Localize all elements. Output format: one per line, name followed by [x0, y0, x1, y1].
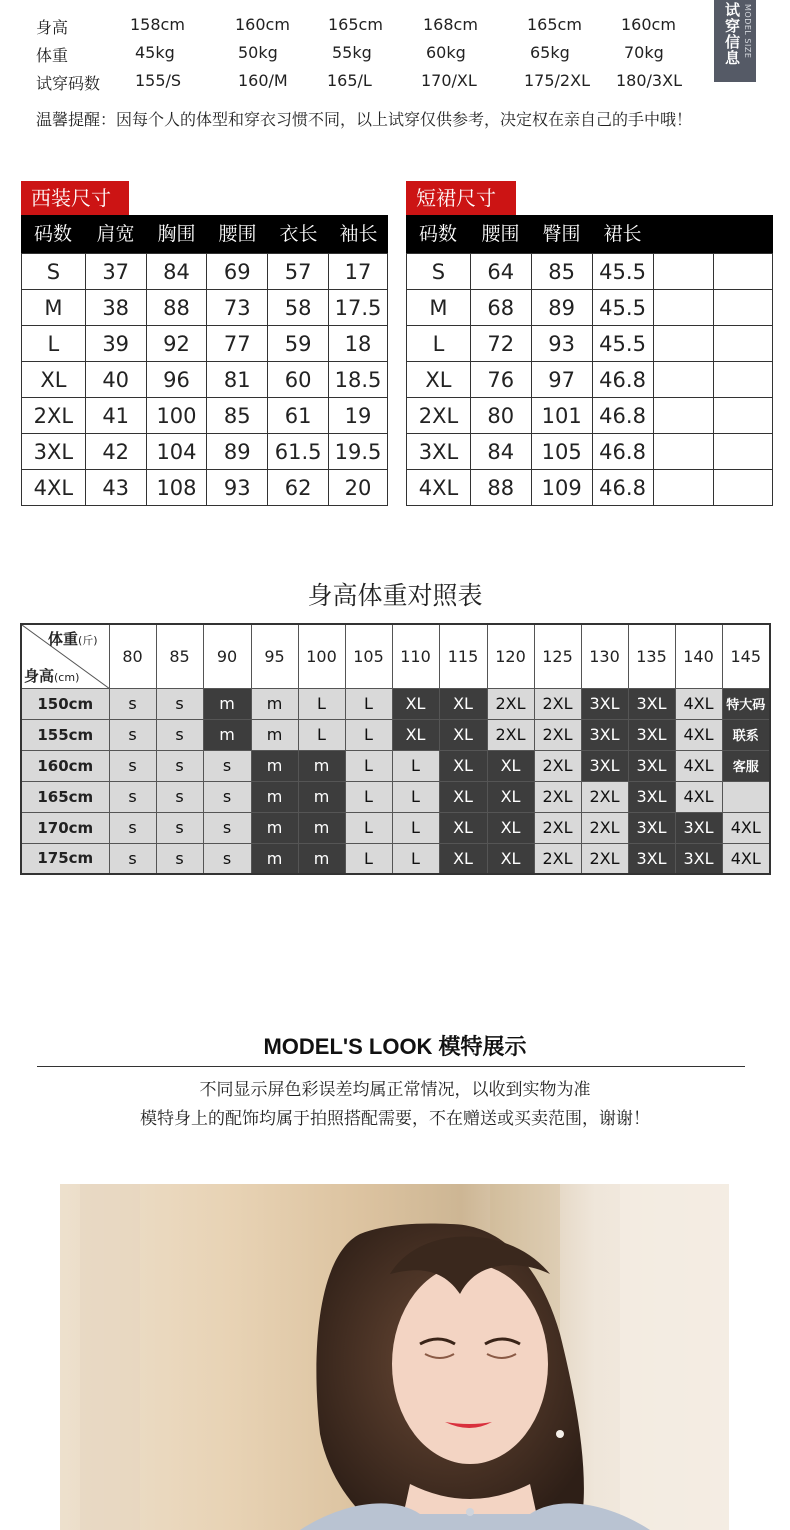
model-info-section — [0, 0, 790, 140]
row-value: 180/3XL — [616, 71, 682, 90]
size-recommend-cell: 3XL — [628, 688, 675, 719]
size-value-cell: 37 — [85, 254, 146, 290]
size-recommend-cell: 3XL — [675, 843, 722, 874]
size-value-cell: 46.8 — [592, 470, 653, 506]
size-recommend-cell: s — [156, 843, 203, 874]
weight-header-cell: 135 — [628, 624, 675, 688]
size-recommend-cell: 3XL — [628, 719, 675, 750]
row-value: 160cm — [621, 15, 676, 34]
size-value-cell: 100 — [146, 398, 207, 434]
size-value-cell: 46.8 — [592, 362, 653, 398]
size-recommend-cell: m — [251, 719, 298, 750]
size-recommend-cell: s — [203, 781, 251, 812]
size-value-cell: 41 — [85, 398, 146, 434]
height-label-cell: 160cm — [21, 750, 109, 781]
weight-header-cell: 145 — [722, 624, 770, 688]
size-value-cell: 38 — [85, 290, 146, 326]
suit-table-row — [22, 434, 388, 470]
size-value-cell: 80 — [470, 398, 531, 434]
corner-weight-text: 体重 — [48, 630, 79, 648]
weight-header-cell: 115 — [439, 624, 487, 688]
size-value-cell — [714, 254, 773, 290]
skirt-size-table — [406, 181, 773, 521]
size-value-cell: 20 — [329, 470, 388, 506]
corner-height-unit: (cm) — [54, 671, 80, 684]
tag-en-text: MODEL SIZE — [743, 4, 752, 59]
size-recommend-cell: XL — [392, 688, 439, 719]
size-value-cell: 19.5 — [329, 434, 388, 470]
suit-table-row — [22, 398, 388, 434]
size-value-cell: 46.8 — [592, 398, 653, 434]
skirt-table-body — [406, 253, 773, 506]
size-value-cell: 85 — [207, 398, 268, 434]
size-recommend-cell: L — [345, 843, 392, 874]
size-recommend-cell: 3XL — [675, 812, 722, 843]
hw-weight-header-row — [21, 624, 770, 688]
size-recommend-cell: L — [345, 781, 392, 812]
suit-table-row — [22, 290, 388, 326]
size-recommend-cell: L — [345, 750, 392, 781]
skirt-table-row — [407, 434, 773, 470]
size-recommend-cell: s — [156, 781, 203, 812]
row-value: 155/S — [135, 71, 182, 90]
size-value-cell — [653, 254, 714, 290]
header-cell: 裙长 — [603, 223, 642, 245]
skirt-table-header — [406, 215, 773, 253]
weight-header-cell: 90 — [203, 624, 251, 688]
size-value-cell — [653, 470, 714, 506]
model-photo — [60, 1184, 729, 1530]
model-size-tag — [714, 0, 756, 82]
size-recommend-cell: 4XL — [722, 843, 770, 874]
size-recommend-cell: 4XL — [675, 688, 722, 719]
size-recommend-cell: XL — [487, 843, 534, 874]
size-label-cell: XL — [22, 362, 86, 398]
row-value: 170/XL — [421, 71, 477, 90]
height-label-cell: 175cm — [21, 843, 109, 874]
row-value: 160/M — [238, 71, 288, 90]
hw-chart-row — [21, 688, 770, 719]
size-recommend-cell — [722, 781, 770, 812]
fit-tip: 温馨提醒：因每个人的体型和穿衣习惯不同，以上试穿仅供参考，决定权在亲自己的手中哦！ — [36, 110, 693, 129]
header-cell: 袖长 — [339, 223, 378, 245]
skirt-table-title: 短裙尺寸 — [406, 181, 516, 215]
size-recommend-cell: m — [251, 781, 298, 812]
size-value-cell: 57 — [268, 254, 329, 290]
size-recommend-cell: s — [109, 719, 156, 750]
size-value-cell: 84 — [470, 434, 531, 470]
size-recommend-cell: XL — [439, 750, 487, 781]
model-photo-illustration — [60, 1184, 729, 1530]
size-value-cell — [714, 362, 773, 398]
size-label-cell: 2XL — [407, 398, 471, 434]
size-label-cell: 4XL — [22, 470, 86, 506]
size-value-cell: 104 — [146, 434, 207, 470]
size-value-cell: 85 — [531, 254, 592, 290]
size-recommend-cell: L — [392, 843, 439, 874]
header-cell: 码数 — [33, 223, 72, 245]
size-value-cell: 77 — [207, 326, 268, 362]
size-value-cell: 43 — [85, 470, 146, 506]
size-value-cell: 109 — [531, 470, 592, 506]
size-value-cell: 89 — [207, 434, 268, 470]
suit-table-header — [21, 215, 388, 253]
size-label-cell: S — [407, 254, 471, 290]
size-recommend-cell: 2XL — [534, 843, 581, 874]
size-value-cell: 17.5 — [329, 290, 388, 326]
size-recommend-cell: s — [109, 688, 156, 719]
weight-header-cell: 120 — [487, 624, 534, 688]
size-value-cell: 58 — [268, 290, 329, 326]
size-recommend-cell: s — [109, 750, 156, 781]
size-recommend-cell: m — [203, 688, 251, 719]
corner-weight-unit: (斤) — [78, 634, 98, 647]
weight-header-cell: 95 — [251, 624, 298, 688]
size-recommend-cell: s — [109, 843, 156, 874]
size-recommend-cell: m — [298, 750, 345, 781]
size-value-cell: 45.5 — [592, 290, 653, 326]
size-value-cell: 97 — [531, 362, 592, 398]
suit-table-row — [22, 326, 388, 362]
size-recommend-cell: 3XL — [628, 812, 675, 843]
size-recommend-cell: 2XL — [534, 781, 581, 812]
header-cell: 腰围 — [481, 223, 520, 245]
size-recommend-cell: 2XL — [534, 812, 581, 843]
size-value-cell — [714, 470, 773, 506]
row-label: 试穿码数 — [36, 74, 101, 93]
size-value-cell: 61 — [268, 398, 329, 434]
size-recommend-cell: 4XL — [675, 781, 722, 812]
size-recommend-cell: 3XL — [581, 688, 628, 719]
size-recommend-cell: 3XL — [581, 719, 628, 750]
size-recommend-cell: s — [109, 781, 156, 812]
row-value: 70kg — [624, 43, 664, 62]
size-value-cell: 69 — [207, 254, 268, 290]
tag-cn-text: 试穿信息 — [723, 2, 741, 66]
size-label-cell: 4XL — [407, 470, 471, 506]
size-recommend-cell: XL — [392, 719, 439, 750]
size-recommend-cell: XL — [487, 812, 534, 843]
row-value: 168cm — [423, 15, 478, 34]
height-label-cell: 165cm — [21, 781, 109, 812]
hw-chart-table — [20, 623, 771, 875]
size-value-cell: 89 — [531, 290, 592, 326]
size-value-cell: 39 — [85, 326, 146, 362]
size-recommend-cell: 2XL — [581, 843, 628, 874]
contact-note-cell: 联系 — [722, 719, 770, 750]
weight-header-cell: 110 — [392, 624, 439, 688]
height-label-cell: 155cm — [21, 719, 109, 750]
weight-header-cell: 125 — [534, 624, 581, 688]
suit-size-table — [21, 181, 388, 521]
size-value-cell: 93 — [207, 470, 268, 506]
size-recommend-cell: XL — [439, 843, 487, 874]
size-value-cell — [714, 290, 773, 326]
accessory-disclaimer: 模特身上的配饰均属于拍照搭配需要，不在赠送或买卖范围，谢谢！ — [140, 1109, 650, 1129]
size-value-cell: 18 — [329, 326, 388, 362]
size-recommend-cell: 2XL — [581, 781, 628, 812]
size-value-cell: 108 — [146, 470, 207, 506]
header-cell: 衣长 — [279, 223, 318, 245]
size-recommend-cell: m — [251, 812, 298, 843]
size-value-cell: 42 — [85, 434, 146, 470]
size-recommend-cell: s — [156, 812, 203, 843]
size-recommend-cell: 3XL — [581, 750, 628, 781]
size-recommend-cell: m — [251, 843, 298, 874]
size-recommend-cell: s — [203, 843, 251, 874]
skirt-table-row — [407, 254, 773, 290]
size-value-cell: 61.5 — [268, 434, 329, 470]
size-recommend-cell: XL — [439, 719, 487, 750]
size-recommend-cell: 2XL — [534, 688, 581, 719]
suit-table-row — [22, 470, 388, 506]
size-recommend-cell: L — [392, 781, 439, 812]
size-value-cell: 45.5 — [592, 254, 653, 290]
suit-table-body — [21, 253, 388, 506]
suit-table-row — [22, 254, 388, 290]
size-recommend-cell: XL — [439, 688, 487, 719]
size-recommend-cell: s — [109, 812, 156, 843]
size-recommend-cell: L — [345, 688, 392, 719]
size-recommend-cell: L — [298, 719, 345, 750]
size-recommend-cell: XL — [439, 812, 487, 843]
size-value-cell — [653, 398, 714, 434]
size-recommend-cell: 2XL — [534, 750, 581, 781]
height-label-cell: 170cm — [21, 812, 109, 843]
suit-table-title: 西装尺寸 — [21, 181, 129, 215]
size-label-cell: XL — [407, 362, 471, 398]
size-value-cell: 64 — [470, 254, 531, 290]
row-value: 60kg — [426, 43, 466, 62]
size-recommend-cell: 3XL — [628, 843, 675, 874]
row-value: 165cm — [527, 15, 582, 34]
size-recommend-cell: L — [345, 812, 392, 843]
size-value-cell: 76 — [470, 362, 531, 398]
size-value-cell: 92 — [146, 326, 207, 362]
header-cell: 胸围 — [157, 223, 196, 245]
size-recommend-cell: m — [298, 781, 345, 812]
hw-chart-row — [21, 750, 770, 781]
suit-table-row — [22, 362, 388, 398]
header-cell: 腰围 — [218, 223, 257, 245]
size-value-cell: 68 — [470, 290, 531, 326]
size-recommend-cell: L — [345, 719, 392, 750]
size-value-cell: 96 — [146, 362, 207, 398]
row-value: 158cm — [130, 15, 185, 34]
skirt-table-row — [407, 290, 773, 326]
contact-note-cell: 客服 — [722, 750, 770, 781]
size-recommend-cell: s — [156, 750, 203, 781]
skirt-table-row — [407, 398, 773, 434]
hw-chart-row — [21, 843, 770, 874]
size-value-cell: 88 — [146, 290, 207, 326]
size-label-cell: L — [407, 326, 471, 362]
weight-header-cell: 100 — [298, 624, 345, 688]
row-value: 45kg — [135, 43, 175, 62]
hw-chart-row — [21, 719, 770, 750]
row-value: 175/2XL — [524, 71, 590, 90]
hw-chart-row — [21, 781, 770, 812]
row-label: 身高 — [36, 18, 69, 37]
size-label-cell: 3XL — [407, 434, 471, 470]
size-value-cell — [653, 326, 714, 362]
size-value-cell: 101 — [531, 398, 592, 434]
size-value-cell — [714, 434, 773, 470]
size-recommend-cell: 4XL — [722, 812, 770, 843]
size-label-cell: M — [407, 290, 471, 326]
size-recommend-cell: 3XL — [628, 750, 675, 781]
row-value: 165/L — [327, 71, 372, 90]
row-value: 50kg — [238, 43, 278, 62]
size-recommend-cell: 2XL — [487, 688, 534, 719]
size-recommend-cell: 4XL — [675, 719, 722, 750]
weight-header-cell: 130 — [581, 624, 628, 688]
row-value: 55kg — [332, 43, 372, 62]
size-value-cell — [653, 290, 714, 326]
size-value-cell: 93 — [531, 326, 592, 362]
size-label-cell: M — [22, 290, 86, 326]
size-label-cell: S — [22, 254, 86, 290]
hw-chart-title: 身高体重对照表 — [307, 581, 483, 610]
size-recommend-cell: s — [203, 812, 251, 843]
size-recommend-cell: 4XL — [675, 750, 722, 781]
size-label-cell: 2XL — [22, 398, 86, 434]
hw-chart-row — [21, 812, 770, 843]
row-value: 65kg — [530, 43, 570, 62]
size-recommend-cell: s — [203, 750, 251, 781]
size-value-cell — [714, 398, 773, 434]
size-value-cell: 84 — [146, 254, 207, 290]
weight-header-cell: 85 — [156, 624, 203, 688]
skirt-table-row — [407, 470, 773, 506]
size-recommend-cell: 2XL — [581, 812, 628, 843]
size-value-cell: 88 — [470, 470, 531, 506]
size-recommend-cell: XL — [439, 781, 487, 812]
color-disclaimer: 不同显示屏色彩误差均属正常情况，以收到实物为准 — [199, 1080, 591, 1100]
size-value-cell: 59 — [268, 326, 329, 362]
size-recommend-cell: m — [251, 750, 298, 781]
size-value-cell: 17 — [329, 254, 388, 290]
height-label-cell: 150cm — [21, 688, 109, 719]
size-recommend-cell: 2XL — [487, 719, 534, 750]
header-cell: 码数 — [418, 223, 457, 245]
size-recommend-cell: L — [392, 812, 439, 843]
size-recommend-cell: L — [298, 688, 345, 719]
size-recommend-cell: s — [156, 688, 203, 719]
section-divider — [37, 1066, 745, 1067]
size-recommend-cell: m — [298, 843, 345, 874]
corner-height-label — [24, 665, 79, 686]
size-recommend-cell: XL — [487, 781, 534, 812]
size-value-cell: 72 — [470, 326, 531, 362]
size-value-cell: 73 — [207, 290, 268, 326]
weight-header-cell: 80 — [109, 624, 156, 688]
header-cell: 臀围 — [542, 223, 581, 245]
size-value-cell: 60 — [268, 362, 329, 398]
hw-corner-cell — [21, 624, 109, 688]
size-recommend-cell: 3XL — [628, 781, 675, 812]
corner-height-text: 身高 — [24, 667, 55, 685]
size-recommend-cell: XL — [487, 750, 534, 781]
size-recommend-cell: m — [298, 812, 345, 843]
size-value-cell: 105 — [531, 434, 592, 470]
size-recommend-cell: s — [156, 719, 203, 750]
size-value-cell: 46.8 — [592, 434, 653, 470]
size-value-cell: 40 — [85, 362, 146, 398]
corner-weight-label — [48, 628, 98, 649]
size-recommend-cell: 2XL — [534, 719, 581, 750]
model-look-title: MODEL'S LOOK 模特展示 — [263, 1034, 527, 1059]
size-label-cell: L — [22, 326, 86, 362]
size-recommend-cell: L — [392, 750, 439, 781]
row-value: 165cm — [328, 15, 383, 34]
size-value-cell: 18.5 — [329, 362, 388, 398]
size-value-cell — [653, 362, 714, 398]
header-cell: 肩宽 — [96, 223, 135, 245]
weight-header-cell: 105 — [345, 624, 392, 688]
row-label: 体重 — [36, 46, 69, 65]
size-label-cell: 3XL — [22, 434, 86, 470]
size-value-cell: 19 — [329, 398, 388, 434]
contact-note-cell: 特大码 — [722, 688, 770, 719]
size-value-cell — [714, 326, 773, 362]
size-recommend-cell: m — [251, 688, 298, 719]
size-value-cell: 45.5 — [592, 326, 653, 362]
skirt-table-row — [407, 362, 773, 398]
skirt-table-row — [407, 326, 773, 362]
size-recommend-cell: m — [203, 719, 251, 750]
size-value-cell: 81 — [207, 362, 268, 398]
row-value: 160cm — [235, 15, 290, 34]
size-value-cell: 62 — [268, 470, 329, 506]
size-value-cell — [653, 434, 714, 470]
weight-header-cell: 140 — [675, 624, 722, 688]
